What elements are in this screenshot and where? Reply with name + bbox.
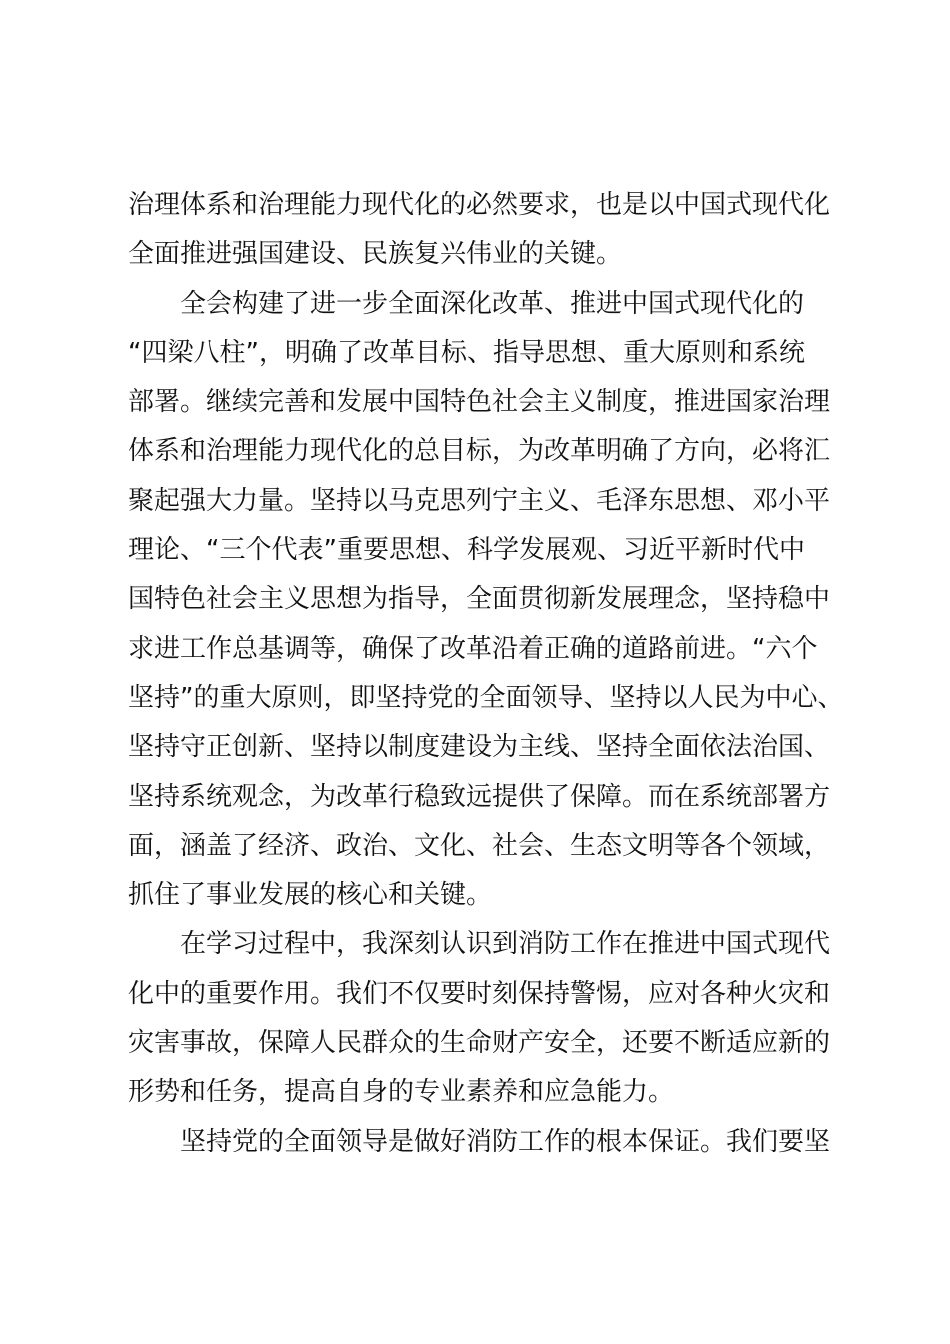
text-line: 国特色社会主义思想为指导，全面贯彻新发展理念，坚持稳中 [128,584,831,615]
text-line: “四梁八柱”，明确了改革目标、指导思想、重大原则和系统 [128,337,805,368]
text-line: 部署。继续完善和发展中国特色社会主义制度，推进国家治理 [128,387,831,418]
text-line: 聚起强大力量。坚持以马克思列宁主义、毛泽东思想、邓小平 [128,485,831,516]
paragraph-start-line: 坚持党的全面领导是做好消防工作的根本保证。我们要坚 [180,1126,831,1157]
paragraph-start-line: 全会构建了进一步全面深化改革、推进中国式现代化的 [180,288,805,319]
text-line: 坚持守正创新、坚持以制度建设为主线、坚持全面依法治国、 [128,732,831,763]
paragraph-start-line: 在学习过程中，我深刻认识到消防工作在推进中国式现代 [180,929,831,960]
text-line: 求进工作总基调等，确保了改革沿着正确的道路前进。“六个 [128,633,818,664]
text-line: 形势和任务，提高自身的专业素养和应急能力。 [128,1077,675,1108]
text-line: 全面推进强国建设、民族复兴伟业的关键。 [128,239,623,270]
text-line: 灾害事故，保障人民群众的生命财产安全，还要不断适应新的 [128,1028,831,1059]
text-line: 治理体系和治理能力现代化的必然要求，也是以中国式现代化 [128,190,831,220]
body-text [128,181,844,1167]
text-line: 抓住了事业发展的核心和关键。 [128,880,493,911]
text-line: 理论、“三个代表”重要思想、科学发展观、习近平新时代中 [128,535,805,566]
text-line: 坚持”的重大原则，即坚持党的全面领导、坚持以人民为中心、 [128,682,844,713]
text-line: 化中的重要作用。我们不仅要时刻保持警惕，应对各种火灾和 [128,978,831,1009]
text-line: 坚持系统观念，为改革行稳致远提供了保障。而在系统部署方 [128,781,831,812]
text-line: 体系和治理能力现代化的总目标，为改革明确了方向，必将汇 [128,436,831,467]
text-line: 面，涵盖了经济、政治、文化、社会、生态文明等各个领域， [128,830,831,861]
